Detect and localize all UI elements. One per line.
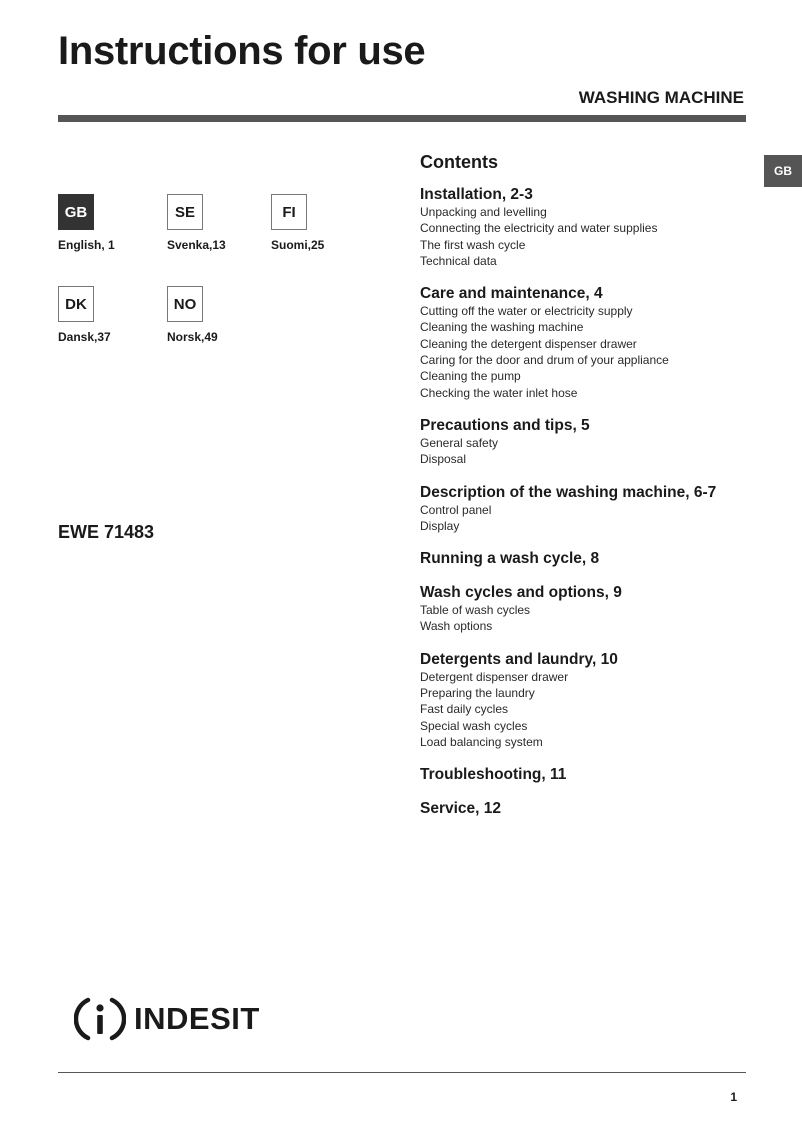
section-item[interactable]: Wash options <box>420 619 493 634</box>
section-title[interactable]: Running a wash cycle, 8 <box>420 550 600 568</box>
section-item[interactable]: Fast daily cycles <box>420 702 509 717</box>
language-item-fi[interactable] <box>271 194 361 252</box>
contents-section <box>420 800 760 818</box>
model-number: EWE 71483 <box>58 522 155 542</box>
section-title[interactable]: Service, 12 <box>420 800 502 818</box>
page-number: 1 <box>730 1090 737 1104</box>
contents-section <box>420 651 760 750</box>
contents-section <box>420 417 760 468</box>
section-item[interactable]: Unpacking and levelling <box>420 205 547 219</box>
header-divider <box>58 115 746 122</box>
section-item[interactable]: Technical data <box>420 253 497 268</box>
contents-section <box>420 584 760 635</box>
indesit-logo <box>74 994 260 1044</box>
section-item[interactable]: Cleaning the pump <box>420 369 521 384</box>
language-item-se[interactable] <box>167 194 257 252</box>
section-item[interactable]: Table of wash cycles <box>420 603 531 618</box>
contents-section <box>420 484 760 535</box>
section-title[interactable]: Troubleshooting, 11 <box>420 766 567 784</box>
brand-name: INDESIT <box>134 1001 260 1036</box>
language-label: Norsk,49 <box>167 330 218 344</box>
section-title[interactable]: Care and maintenance, 4 <box>420 285 603 303</box>
section-title[interactable]: Detergents and laundry, 10 <box>420 650 618 668</box>
section-title[interactable]: Installation, 2-3 <box>420 186 533 203</box>
language-label: Suomi,25 <box>271 238 325 252</box>
section-item[interactable]: Control panel <box>420 502 492 517</box>
language-code-box[interactable]: GB <box>58 194 94 230</box>
contents-section <box>420 186 760 269</box>
section-item[interactable]: Load balancing system <box>420 734 543 749</box>
footer-divider <box>58 1072 746 1073</box>
language-item-dk[interactable] <box>58 286 148 344</box>
contents-heading: Contents <box>420 152 498 172</box>
table-of-contents <box>420 151 760 834</box>
section-item[interactable]: Preparing the laundry <box>420 686 535 701</box>
language-item-no[interactable] <box>167 286 257 344</box>
section-item[interactable]: Cleaning the detergent dispenser drawer <box>420 336 637 351</box>
contents-section <box>420 766 760 784</box>
language-side-tab[interactable]: GB <box>764 155 802 187</box>
section-item[interactable]: Cutting off the water or electricity supply <box>420 304 633 319</box>
section-item[interactable]: Caring for the door and drum of your appliance <box>420 353 669 368</box>
language-label: Svenka,13 <box>167 238 226 252</box>
language-code-box[interactable]: FI <box>271 194 307 230</box>
document-subtitle: WASHING MACHINE <box>578 88 744 107</box>
indesit-i-logo-icon <box>74 994 126 1044</box>
language-code-box[interactable]: NO <box>167 286 203 322</box>
section-title[interactable]: Precautions and tips, 5 <box>420 416 590 434</box>
section-title[interactable]: Wash cycles and options, 9 <box>420 584 622 602</box>
section-item[interactable]: Display <box>420 518 460 533</box>
contents-section <box>420 550 760 568</box>
language-code-box[interactable]: DK <box>58 286 94 322</box>
section-item[interactable]: Special wash cycles <box>420 718 528 733</box>
language-code-box[interactable]: SE <box>167 194 203 230</box>
contents-section <box>420 285 760 401</box>
section-item[interactable]: Detergent dispenser drawer <box>420 669 569 684</box>
section-item[interactable]: Disposal <box>420 452 467 467</box>
page-title: Instructions for use <box>58 29 426 73</box>
section-item[interactable]: Connecting the electricity and water supplies <box>420 221 658 236</box>
contents-sections <box>420 186 760 818</box>
language-item-gb[interactable] <box>58 194 148 252</box>
section-item[interactable]: The first wash cycle <box>420 237 526 252</box>
language-label: Dansk,37 <box>58 330 111 344</box>
section-title[interactable]: Description of the washing machine, 6-7 <box>420 483 717 501</box>
section-item[interactable]: Cleaning the washing machine <box>420 320 584 335</box>
language-label: English, 1 <box>58 238 115 252</box>
section-item[interactable]: Checking the water inlet hose <box>420 385 578 400</box>
section-item[interactable]: General safety <box>420 435 499 450</box>
